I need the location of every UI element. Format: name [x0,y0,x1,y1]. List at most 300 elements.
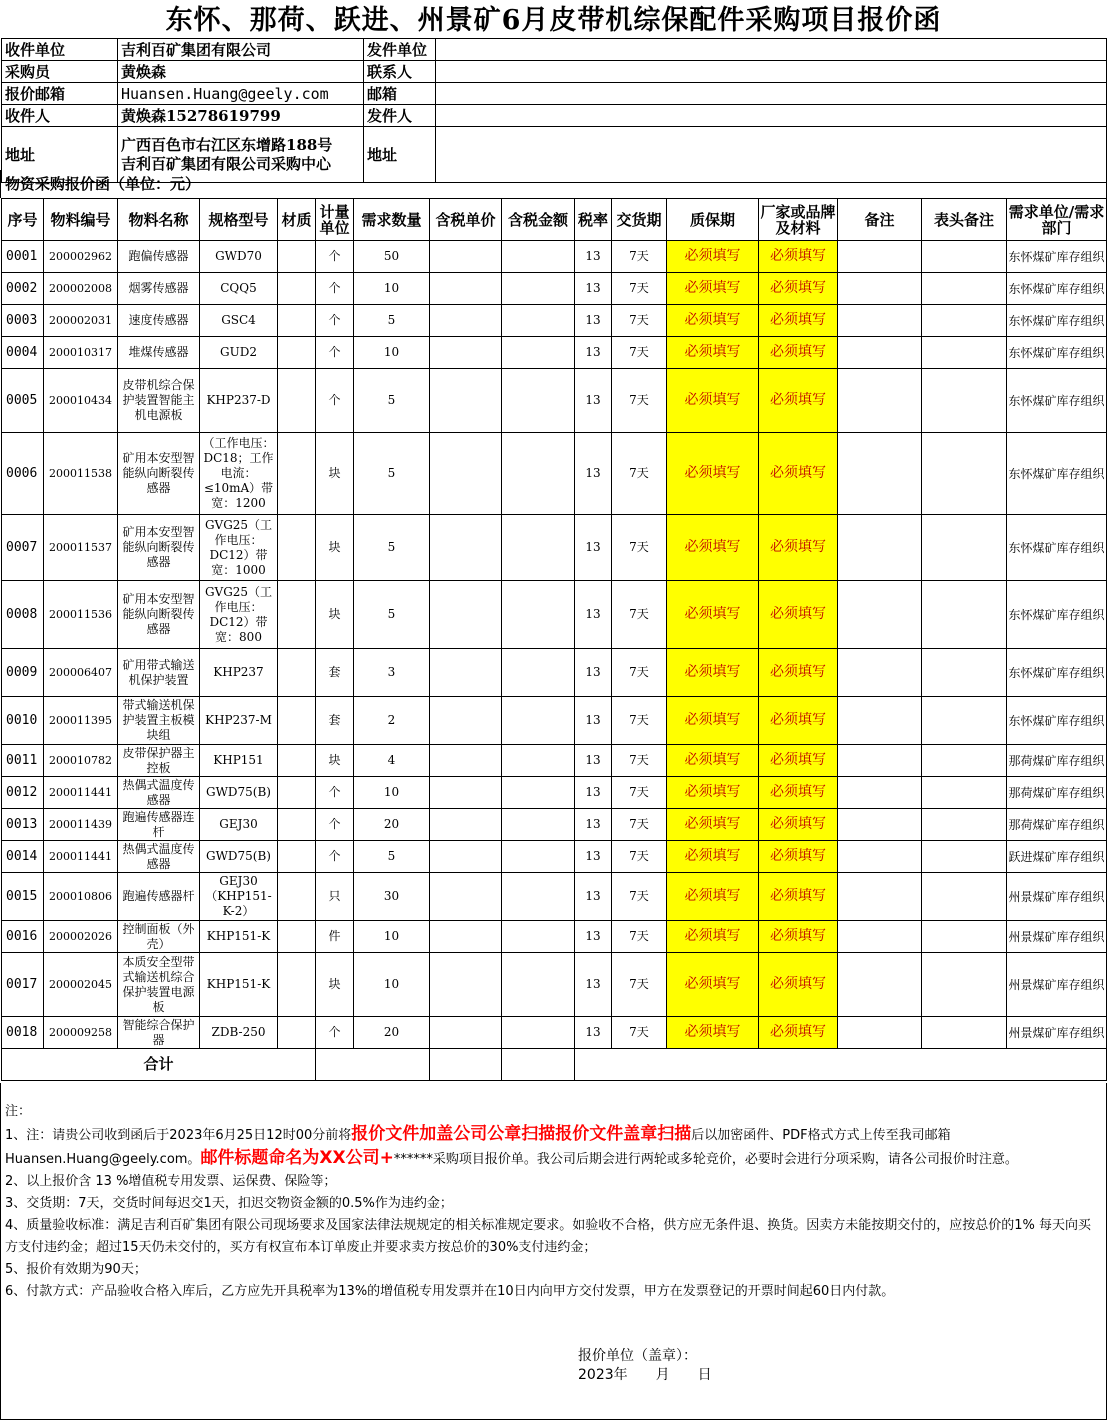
row-remark[interactable] [838,873,922,921]
row-code: 200011538 [44,433,118,515]
note-1-highlight-2: 邮件标题命名为XX公司+ [200,1148,394,1168]
row-material[interactable] [278,369,316,433]
quote-unit-stamp: 报价单位（盖章）： [578,1348,697,1364]
note-5: 5、报价有效期为90天； [5,1262,147,1277]
row-dept: 跃进煤矿库存组织 [1007,841,1107,873]
row-dept: 州景煤矿库存组织 [1007,873,1107,921]
row-name: 矿用本安型智能纵向断裂传感器 [118,581,200,649]
row-tax-rate: 13 [575,241,612,273]
row-header-remark[interactable] [922,953,1007,1017]
row-remark[interactable] [838,841,922,873]
row-remark[interactable] [838,581,922,649]
row-brand[interactable]: 必须填写 [759,649,838,697]
row-dept: 那荷煤矿库存组织 [1007,745,1107,777]
row-code: 200010782 [44,745,118,777]
row-dept: 东怀煤矿库存组织 [1007,433,1107,515]
row-brand[interactable]: 必须填写 [759,953,838,1017]
row-amount[interactable] [502,241,575,273]
row-amount[interactable] [502,1017,575,1049]
row-warranty[interactable]: 必须填写 [667,953,759,1017]
row-material[interactable] [278,1017,316,1049]
col-header: 序号 [2,199,44,241]
row-amount[interactable] [502,649,575,697]
row-brand[interactable]: 必须填写 [759,433,838,515]
row-tax-rate: 13 [575,433,612,515]
row-unit: 个 [316,1017,354,1049]
row-spec: GUD2 [200,337,278,369]
row-name: 跑偏传感器 [118,241,200,273]
row-warranty[interactable]: 必须填写 [667,873,759,921]
row-brand[interactable]: 必须填写 [759,337,838,369]
row-delivery: 7天 [612,777,667,809]
row-amount[interactable] [502,921,575,953]
receiver-unit-value: 吉利百矿集团有限公司 [118,39,364,61]
row-unit-price[interactable] [430,921,502,953]
col-header: 税率 [575,199,612,241]
row-spec: GEJ30 [200,809,278,841]
row-header-remark[interactable] [922,241,1007,273]
table-row [2,337,1107,369]
row-header-remark[interactable] [922,305,1007,337]
row-delivery: 7天 [612,515,667,581]
table-row [2,1017,1107,1049]
row-name: 控制面板（外壳） [118,921,200,953]
row-remark[interactable] [838,337,922,369]
row-dept: 东怀煤矿库存组织 [1007,581,1107,649]
row-material[interactable] [278,921,316,953]
row-amount[interactable] [502,745,575,777]
row-unit-price[interactable] [430,649,502,697]
row-tax-rate: 13 [575,921,612,953]
row-seq: 0013 [2,809,44,841]
contact-value[interactable] [436,61,1107,83]
row-unit-price[interactable] [430,581,502,649]
row-warranty[interactable]: 必须填写 [667,515,759,581]
row-name: 矿用本安型智能纵向断裂传感器 [118,515,200,581]
row-qty: 30 [354,873,430,921]
col-header: 物料名称 [118,199,200,241]
row-code: 200011536 [44,581,118,649]
row-seq: 0006 [2,433,44,515]
table-row [2,953,1107,1017]
row-material[interactable] [278,305,316,337]
row-amount[interactable] [502,841,575,873]
row-unit-price[interactable] [430,745,502,777]
row-name: 皮带保护器主控板 [118,745,200,777]
row-qty: 10 [354,273,430,305]
row-dept: 东怀煤矿库存组织 [1007,649,1107,697]
table-row [2,433,1107,515]
row-material[interactable] [278,777,316,809]
quote-date: 2023年 月 日 [578,1367,712,1383]
row-remark[interactable] [838,433,922,515]
row-header-remark[interactable] [922,697,1007,745]
row-material[interactable] [278,241,316,273]
row-dept: 东怀煤矿库存组织 [1007,697,1107,745]
row-name: 跑遍传感器杆 [118,873,200,921]
row-seq: 0001 [2,241,44,273]
row-name: 矿用本安型智能纵向断裂传感器 [118,433,200,515]
table-row [2,777,1107,809]
row-name: 烟雾传感器 [118,273,200,305]
row-code: 200010434 [44,369,118,433]
row-material[interactable] [278,809,316,841]
row-code: 200011395 [44,697,118,745]
col-header: 表头备注 [922,199,1007,241]
row-qty: 4 [354,745,430,777]
row-unit-price[interactable] [430,697,502,745]
contact-label: 联系人 [364,61,436,83]
address-label: 地址 [2,127,118,183]
mailbox-label: 邮箱 [364,83,436,105]
row-code: 200011439 [44,809,118,841]
col-header: 备注 [838,199,922,241]
notes-section [0,1083,1107,1420]
col-header: 需求数量 [354,199,430,241]
row-header-remark[interactable] [922,337,1007,369]
row-unit: 个 [316,809,354,841]
row-code: 200011537 [44,515,118,581]
total-amount-cell[interactable] [502,1049,575,1081]
row-header-remark[interactable] [922,369,1007,433]
row-header-remark[interactable] [922,921,1007,953]
row-unit-price[interactable] [430,809,502,841]
table-row [2,305,1107,337]
table-row [2,515,1107,581]
row-amount[interactable] [502,777,575,809]
row-header-remark[interactable] [922,809,1007,841]
table-row [2,273,1107,305]
row-unit-price[interactable] [430,273,502,305]
row-unit: 个 [316,305,354,337]
row-remark[interactable] [838,921,922,953]
col-header: 质保期 [667,199,759,241]
row-brand[interactable]: 必须填写 [759,873,838,921]
row-delivery: 7天 [612,241,667,273]
row-material[interactable] [278,581,316,649]
row-warranty[interactable]: 必须填写 [667,241,759,273]
row-brand[interactable]: 必须填写 [759,697,838,745]
row-brand[interactable]: 必须填写 [759,581,838,649]
row-unit-price[interactable] [430,433,502,515]
row-seq: 0003 [2,305,44,337]
row-amount[interactable] [502,273,575,305]
row-header-remark[interactable] [922,581,1007,649]
row-tax-rate: 13 [575,777,612,809]
row-seq: 0018 [2,1017,44,1049]
email-value: Huansen.Huang@geely.com [118,83,364,105]
row-spec: GVG25（工作电压：DC12）带宽：800 [200,581,278,649]
row-delivery: 7天 [612,649,667,697]
sender-label: 发件人 [364,105,436,127]
row-dept: 东怀煤矿库存组织 [1007,241,1107,273]
table-row [2,841,1107,873]
row-amount[interactable] [502,809,575,841]
row-tax-rate: 13 [575,515,612,581]
row-unit-price[interactable] [430,515,502,581]
row-warranty[interactable]: 必须填写 [667,777,759,809]
row-unit-price[interactable] [430,953,502,1017]
row-warranty[interactable]: 必须填写 [667,273,759,305]
sender-unit-value[interactable] [436,39,1107,61]
col-header: 需求单位/需求部门 [1007,199,1107,241]
row-code: 200011441 [44,777,118,809]
row-delivery: 7天 [612,745,667,777]
row-amount[interactable] [502,697,575,745]
row-header-remark[interactable] [922,777,1007,809]
address2-label: 地址 [364,127,436,183]
row-qty: 5 [354,305,430,337]
row-brand[interactable]: 必须填写 [759,1017,838,1049]
row-code: 200011441 [44,841,118,873]
note-1-part-c: ******采购项目报价单。我公司后期会进行两轮或多轮竞价，必要时会进行分项采购，请各公司报价时注意。 [393,1152,1018,1167]
row-unit: 个 [316,841,354,873]
row-header-remark[interactable] [922,873,1007,921]
row-unit: 块 [316,581,354,649]
row-tax-rate: 13 [575,337,612,369]
row-header-remark[interactable] [922,745,1007,777]
row-qty: 10 [354,921,430,953]
row-remark[interactable] [838,241,922,273]
row-amount[interactable] [502,305,575,337]
row-warranty[interactable]: 必须填写 [667,433,759,515]
row-name: 带式输送机保护装置主板模块组 [118,697,200,745]
row-tax-rate: 13 [575,697,612,745]
row-remark[interactable] [838,515,922,581]
table-row [2,241,1107,273]
row-remark[interactable] [838,273,922,305]
table-row [2,581,1107,649]
row-brand[interactable]: 必须填写 [759,745,838,777]
row-delivery: 7天 [612,337,667,369]
row-header-remark[interactable] [922,273,1007,305]
row-tax-rate: 13 [575,369,612,433]
row-tax-rate: 13 [575,953,612,1017]
row-spec: GVG25（工作电压：DC12）带宽：1000 [200,515,278,581]
row-warranty[interactable]: 必须填写 [667,809,759,841]
row-material[interactable] [278,433,316,515]
row-dept: 东怀煤矿库存组织 [1007,305,1107,337]
row-delivery: 7天 [612,369,667,433]
row-seq: 0017 [2,953,44,1017]
row-dept: 州景煤矿库存组织 [1007,921,1107,953]
row-warranty[interactable]: 必须填写 [667,649,759,697]
row-amount[interactable] [502,337,575,369]
row-unit-price[interactable] [430,777,502,809]
row-remark[interactable] [838,369,922,433]
row-qty: 3 [354,649,430,697]
row-remark[interactable] [838,1017,922,1049]
row-amount[interactable] [502,515,575,581]
note-3: 3、交货期：7天，交货时间每迟交1天，扣迟交物资金额的0.5%作为违约金； [5,1196,453,1211]
row-seq: 0014 [2,841,44,873]
row-tax-rate: 13 [575,841,612,873]
total-row [2,1049,1107,1081]
row-warranty[interactable]: 必须填写 [667,305,759,337]
quote-items-table [1,198,1107,1081]
row-name: 智能综合保护器 [118,1017,200,1049]
row-name: 热偶式温度传感器 [118,777,200,809]
row-amount[interactable] [502,873,575,921]
row-unit-price[interactable] [430,369,502,433]
total-unit-price-cell [430,1049,502,1081]
row-material[interactable] [278,953,316,1017]
buyer-value: 黄焕森 [118,61,364,83]
row-brand[interactable]: 必须填写 [759,921,838,953]
receiver-unit-label: 收件单位 [2,39,118,61]
row-warranty[interactable]: 必须填写 [667,369,759,433]
table-row [2,873,1107,921]
row-amount[interactable] [502,369,575,433]
row-header-remark[interactable] [922,1017,1007,1049]
row-amount[interactable] [502,953,575,1017]
sender-value[interactable] [436,105,1107,127]
col-header: 材质 [278,199,316,241]
row-remark[interactable] [838,777,922,809]
row-seq: 0011 [2,745,44,777]
row-unit: 个 [316,273,354,305]
row-code: 200010806 [44,873,118,921]
mailbox-value[interactable] [436,83,1107,105]
row-seq: 0008 [2,581,44,649]
row-unit-price[interactable] [430,337,502,369]
row-amount[interactable] [502,581,575,649]
row-spec: ZDB-250 [200,1017,278,1049]
row-qty: 10 [354,953,430,1017]
row-material[interactable] [278,697,316,745]
row-remark[interactable] [838,305,922,337]
row-delivery: 7天 [612,273,667,305]
row-brand[interactable]: 必须填写 [759,305,838,337]
row-warranty[interactable]: 必须填写 [667,1017,759,1049]
row-dept: 州景煤矿库存组织 [1007,1017,1107,1049]
row-unit-price[interactable] [430,241,502,273]
notes-heading: 注： [5,1104,32,1119]
row-warranty[interactable]: 必须填写 [667,921,759,953]
row-remark[interactable] [838,953,922,1017]
row-name: 跑遍传感器连杆 [118,809,200,841]
row-header-remark[interactable] [922,433,1007,515]
row-brand[interactable]: 必须填写 [759,273,838,305]
row-name: 速度传感器 [118,305,200,337]
col-header: 厂家或品牌及材料 [759,199,838,241]
note-1 [5,1123,1102,1171]
address-line-1: 广西百色市右江区东增路188号 [121,135,333,154]
note-4: 4、质量验收标准：满足吉利百矿集团有限公司现场要求及国家法律法规规定的相关标准规定要求。如验收不合格，供方应无条件退、换货。因卖方未能按期交付的，应按总价的1% 每天向买方支付违约金；超过15天仍未交付的，买方有权宣布本订单废止并要求卖方按总价的30%支付违约金； [5,1218,1092,1255]
row-brand[interactable]: 必须填写 [759,841,838,873]
row-name: 本质安全型带式输送机综合保护装置电源板 [118,953,200,1017]
row-delivery: 7天 [612,921,667,953]
row-dept: 那荷煤矿库存组织 [1007,777,1107,809]
row-code: 200010317 [44,337,118,369]
row-material[interactable] [278,649,316,697]
row-delivery: 7天 [612,433,667,515]
row-brand[interactable]: 必须填写 [759,241,838,273]
row-delivery: 7天 [612,1017,667,1049]
col-header: 含税单价 [430,199,502,241]
total-qty-cell [316,1049,430,1081]
row-warranty[interactable]: 必须填写 [667,581,759,649]
row-unit-price[interactable] [430,1017,502,1049]
row-dept: 东怀煤矿库存组织 [1007,337,1107,369]
row-tax-rate: 13 [575,1017,612,1049]
row-unit: 件 [316,921,354,953]
row-unit: 块 [316,515,354,581]
row-unit: 只 [316,873,354,921]
note-1-part-a: 1、注：请贵公司收到函后于2023年6月25日12时00分前将 [5,1128,352,1143]
row-material[interactable] [278,337,316,369]
row-tax-rate: 13 [575,745,612,777]
row-seq: 0012 [2,777,44,809]
row-warranty[interactable]: 必须填写 [667,337,759,369]
row-name: 堆煤传感器 [118,337,200,369]
row-qty: 2 [354,697,430,745]
row-tax-rate: 13 [575,873,612,921]
row-brand[interactable]: 必须填写 [759,777,838,809]
row-qty: 10 [354,777,430,809]
row-brand[interactable]: 必须填写 [759,369,838,433]
row-tax-rate: 13 [575,809,612,841]
row-spec: KHP237-D [200,369,278,433]
row-remark[interactable] [838,809,922,841]
row-seq: 0004 [2,337,44,369]
row-brand[interactable]: 必须填写 [759,515,838,581]
row-unit-price[interactable] [430,873,502,921]
row-name: 热偶式温度传感器 [118,841,200,873]
col-header: 规格型号 [200,199,278,241]
row-header-remark[interactable] [922,515,1007,581]
row-amount[interactable] [502,433,575,515]
row-remark[interactable] [838,745,922,777]
row-material[interactable] [278,873,316,921]
recipient-value: 黄焕森15278619799 [118,105,364,127]
row-material[interactable] [278,841,316,873]
table-row [2,649,1107,697]
document-title: 东怀、那荷、跃进、州景矿6月皮带机综保配件采购项目报价函 [165,5,942,36]
row-spec: KHP237-M [200,697,278,745]
row-unit: 套 [316,697,354,745]
row-tax-rate: 13 [575,649,612,697]
table-row [2,369,1107,433]
row-unit-price[interactable] [430,305,502,337]
row-warranty[interactable]: 必须填写 [667,745,759,777]
row-seq: 0010 [2,697,44,745]
row-brand[interactable]: 必须填写 [759,809,838,841]
row-material[interactable] [278,273,316,305]
row-spec: （工作电压：DC18；工作电流：≤10mA）带宽：1200 [200,433,278,515]
row-remark[interactable] [838,697,922,745]
row-remark[interactable] [838,649,922,697]
row-code: 200002008 [44,273,118,305]
col-header: 物料编号 [44,199,118,241]
row-warranty[interactable]: 必须填写 [667,697,759,745]
row-header-remark[interactable] [922,841,1007,873]
row-code: 200006407 [44,649,118,697]
row-warranty[interactable]: 必须填写 [667,841,759,873]
row-spec: KHP151-K [200,953,278,1017]
row-material[interactable] [278,515,316,581]
row-spec: KHP237 [200,649,278,697]
row-spec: KHP151 [200,745,278,777]
row-name: 矿用带式输送机保护装置 [118,649,200,697]
col-header: 交货期 [612,199,667,241]
row-spec: KHP151-K [200,921,278,953]
row-unit-price[interactable] [430,841,502,873]
row-material[interactable] [278,745,316,777]
address-line-2: 吉利百矿集团有限公司采购中心 [121,154,332,173]
row-delivery: 7天 [612,953,667,1017]
row-header-remark[interactable] [922,649,1007,697]
